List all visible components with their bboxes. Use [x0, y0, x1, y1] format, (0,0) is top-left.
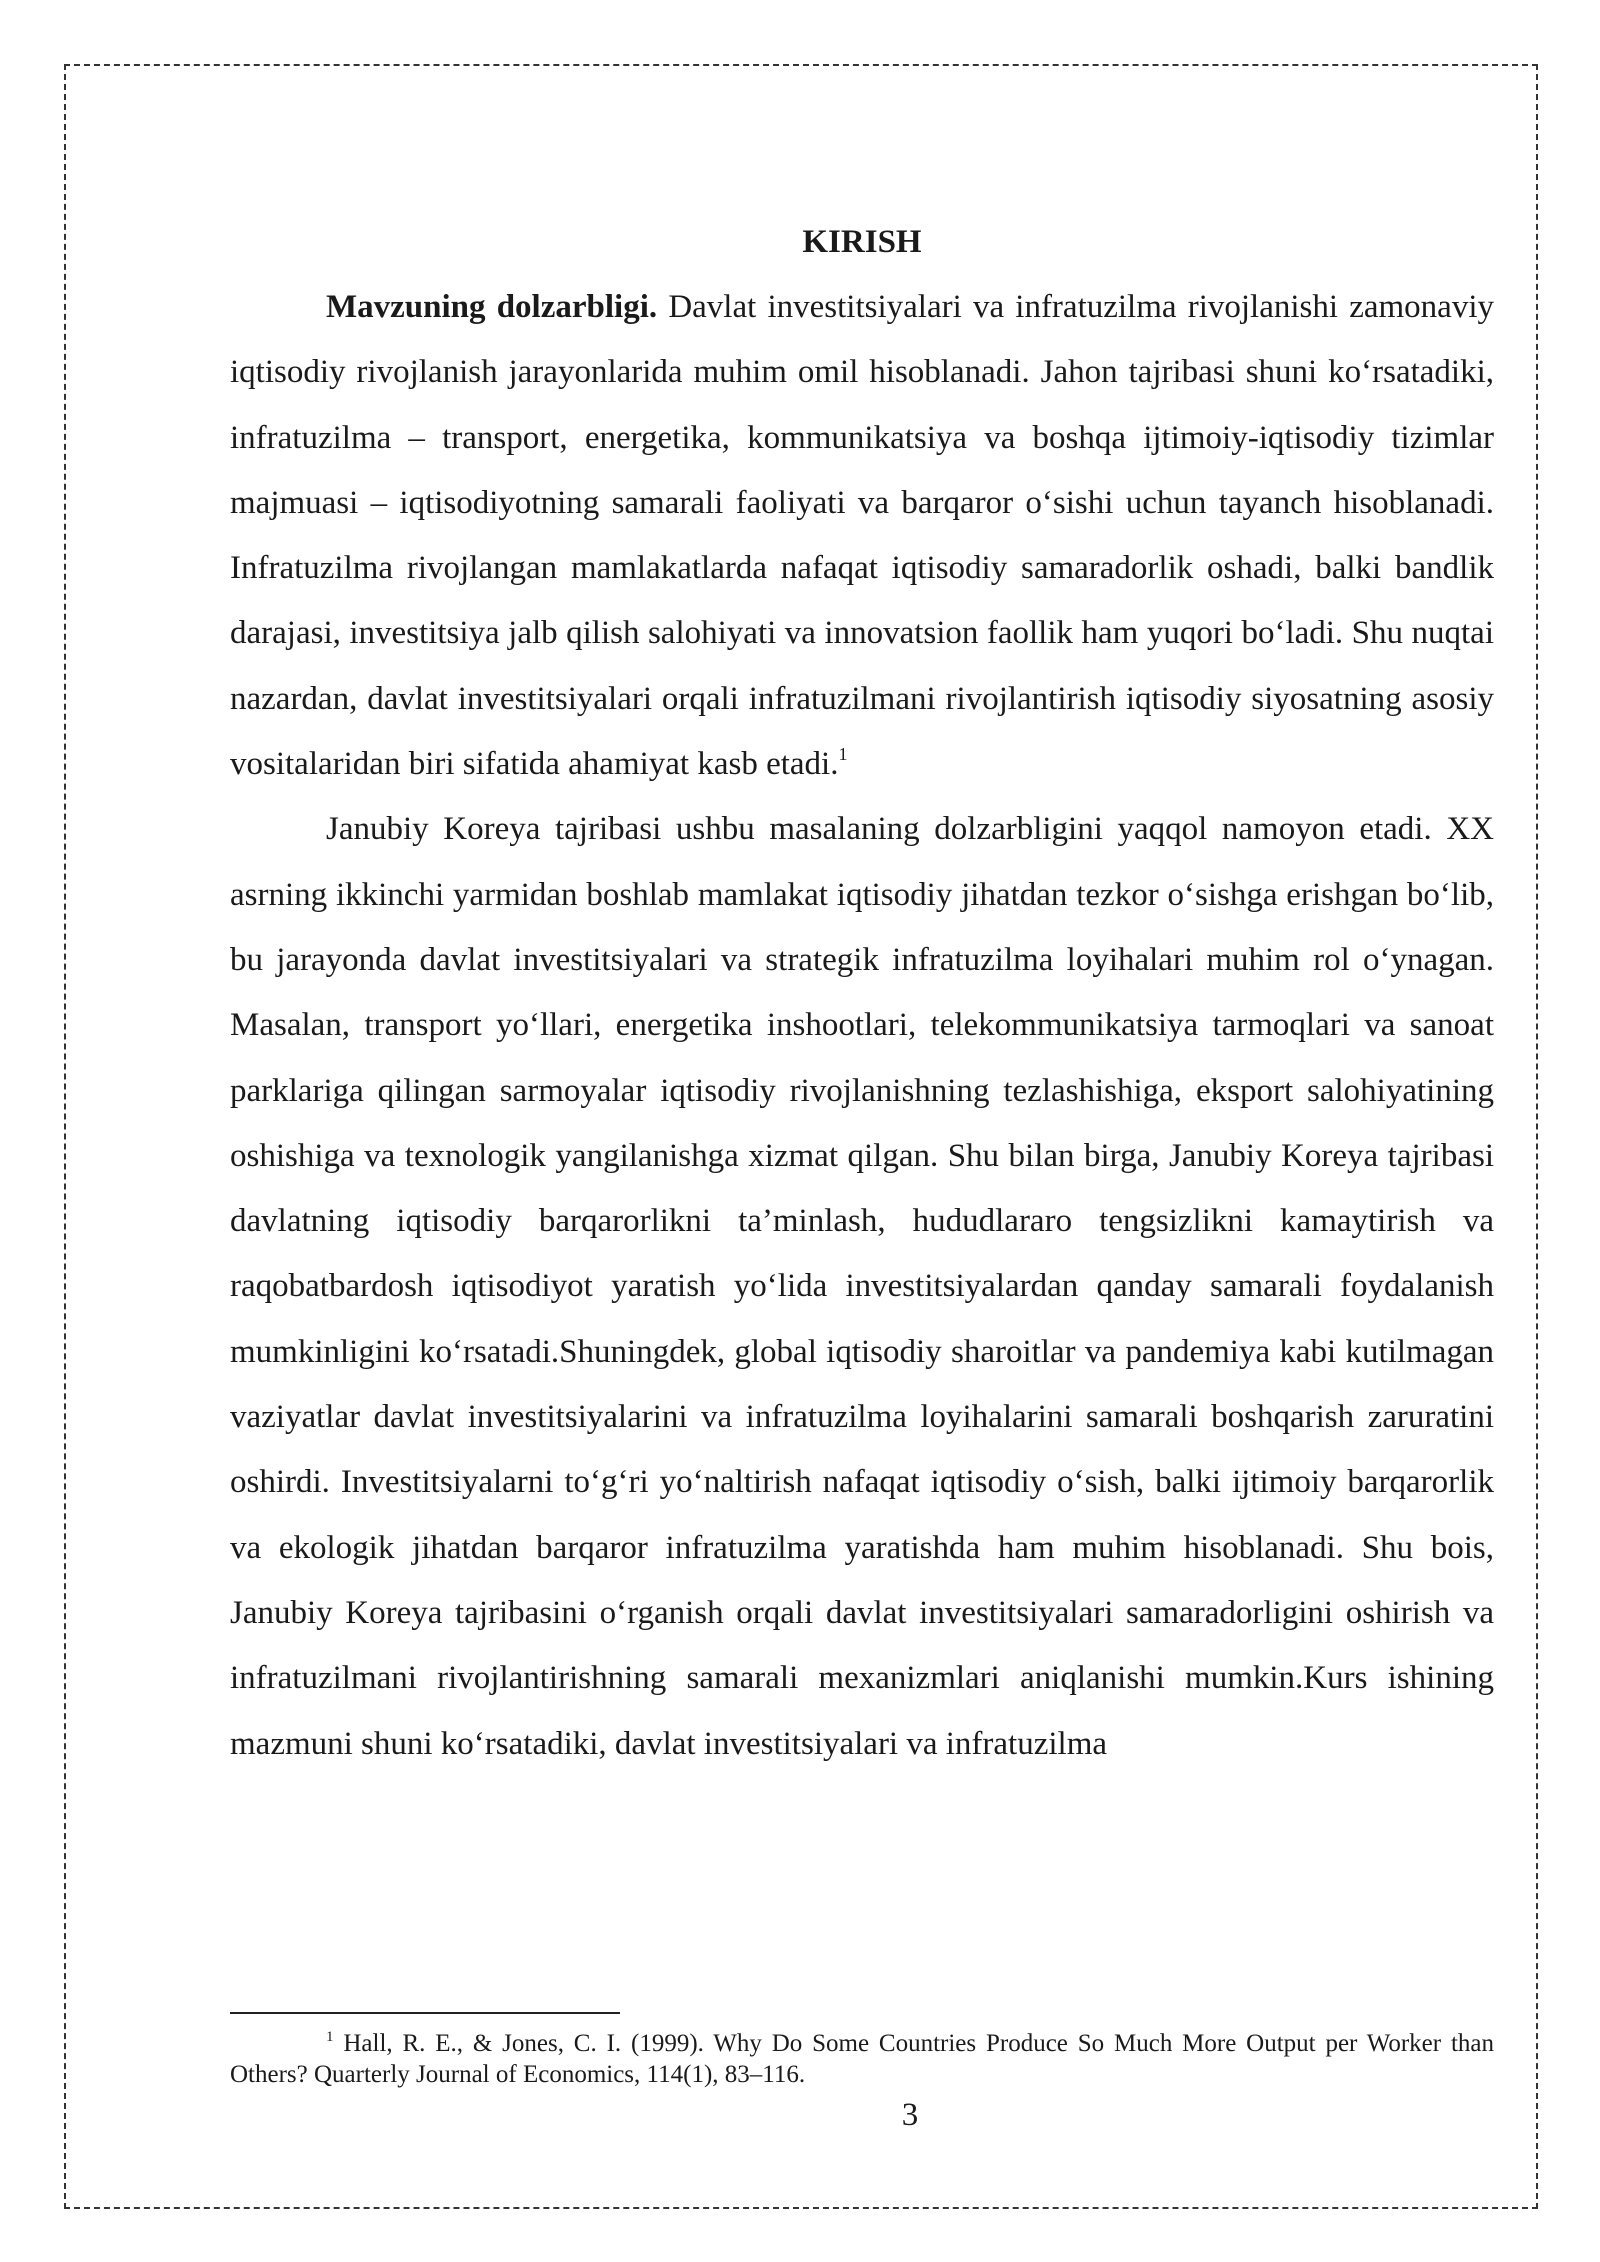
document-body	[230, 210, 1494, 1777]
section-heading: KIRISH	[802, 224, 922, 260]
paragraph-text: Janubiy Koreya tajribasi ushbu masalaning dolzarbligini yaqqol namoyon etadi. XX asrning ikkinchi yarmidan boshlab mamlakat iqtisodiy jihatdan tezkor o‘sishga erishgan bo‘lib, bu jarayonda davlat investitsiyalari va strategik infratuzilma loyihalari muhim rol o‘ynagan. Masalan, transport yo‘llari, energetika inshootlari, telekommunikatsiya tarmoqlari va sanoat parklariga qilingan sarmoyalar iqtisodiy rivojlanishning tezlashishiga, eksport salohiyatining oshishiga va texnologik yangilanishga xizmat qilgan. Shu bilan birga, Janubiy Koreya tajribasi davlatning iqtisodiy barqarorlikni ta’minlash, hududlararo tengsizlikni kamaytirish va raqobatbardosh iqtisodiyot yaratish yo‘lida investitsiyalardan qanday samarali foydalanish mumkinligini ko‘rsatadi.Shuningdek, global iqtisodiy sharoitlar va pandemiya kabi kutilmagan vaziyatlar davlat investitsiyalarini va infratuzilma loyihalarini samarali boshqarish zaruratini oshirdi. Investitsiyalarni to‘g‘ri yo‘naltirish nafaqat iqtisodiy o‘sish, balki ijtimoiy barqarorlik va ekologik jihatdan barqaror infratuzilma yaratishda ham muhim hisoblanadi. Shu bois, Janubiy Koreya tajribasini o‘rganish orqali davlat investitsiyalari samaradorligini oshirish va infratuzilmani rivojlantirishning samarali mexanizmlari aniqlanishi mumkin.Kurs ishining mazmuni shuni ko‘rsatadiki, davlat investitsiyalari va infratuzilma	[230, 811, 1494, 1762]
paragraph-text: Davlat investitsiyalari va infratuzilma rivojlanishi zamonaviy iqtisodiy rivojlanish jarayonlarida muhim omil hisoblanadi. Jahon tajribasi shuni ko‘rsatadiki, infratuzilma – transport, energetika, kommunikatsiya va boshqa ijtimoiy-iqtisodiy tizimlar majmuasi – iqtisodiyotning samarali faoliyati va barqaror o‘sishi uchun tayanch hisoblanadi. Infratuzilma rivojlangan mamlakatlarda nafaqat iqtisodiy samaradorlik oshadi, balki bandlik darajasi, investitsiya jalb qilish salohiyati va innovatsion faollik ham yuqori bo‘ladi. Shu nuqtai nazardan, davlat investitsiyalari orqali infratuzilmani rivojlantirish iqtisodiy siyosatning asosiy vositalaridan biri sifatida ahamiyat kasb etadi.	[230, 289, 1495, 783]
footnote-reference[interactable]: 1	[838, 744, 848, 765]
footnote-text: Hall, R. E., & Jones, C. I. (1999). Why Do Some Countries Produce So Much More Output per Worker than Others? Quarterly Journal of Economics, 114(1), 83–116.	[230, 2030, 1494, 2088]
paragraph-korea	[230, 797, 1494, 1776]
paragraph-lead: Mavzuning dolzarbligi.	[326, 289, 658, 325]
paragraph-relevance	[230, 275, 1494, 797]
footnote-number: 1	[326, 2029, 334, 2045]
page-number: 3	[901, 2097, 919, 2133]
footnote	[230, 2028, 1494, 2090]
footnote-separator	[230, 2012, 620, 2014]
